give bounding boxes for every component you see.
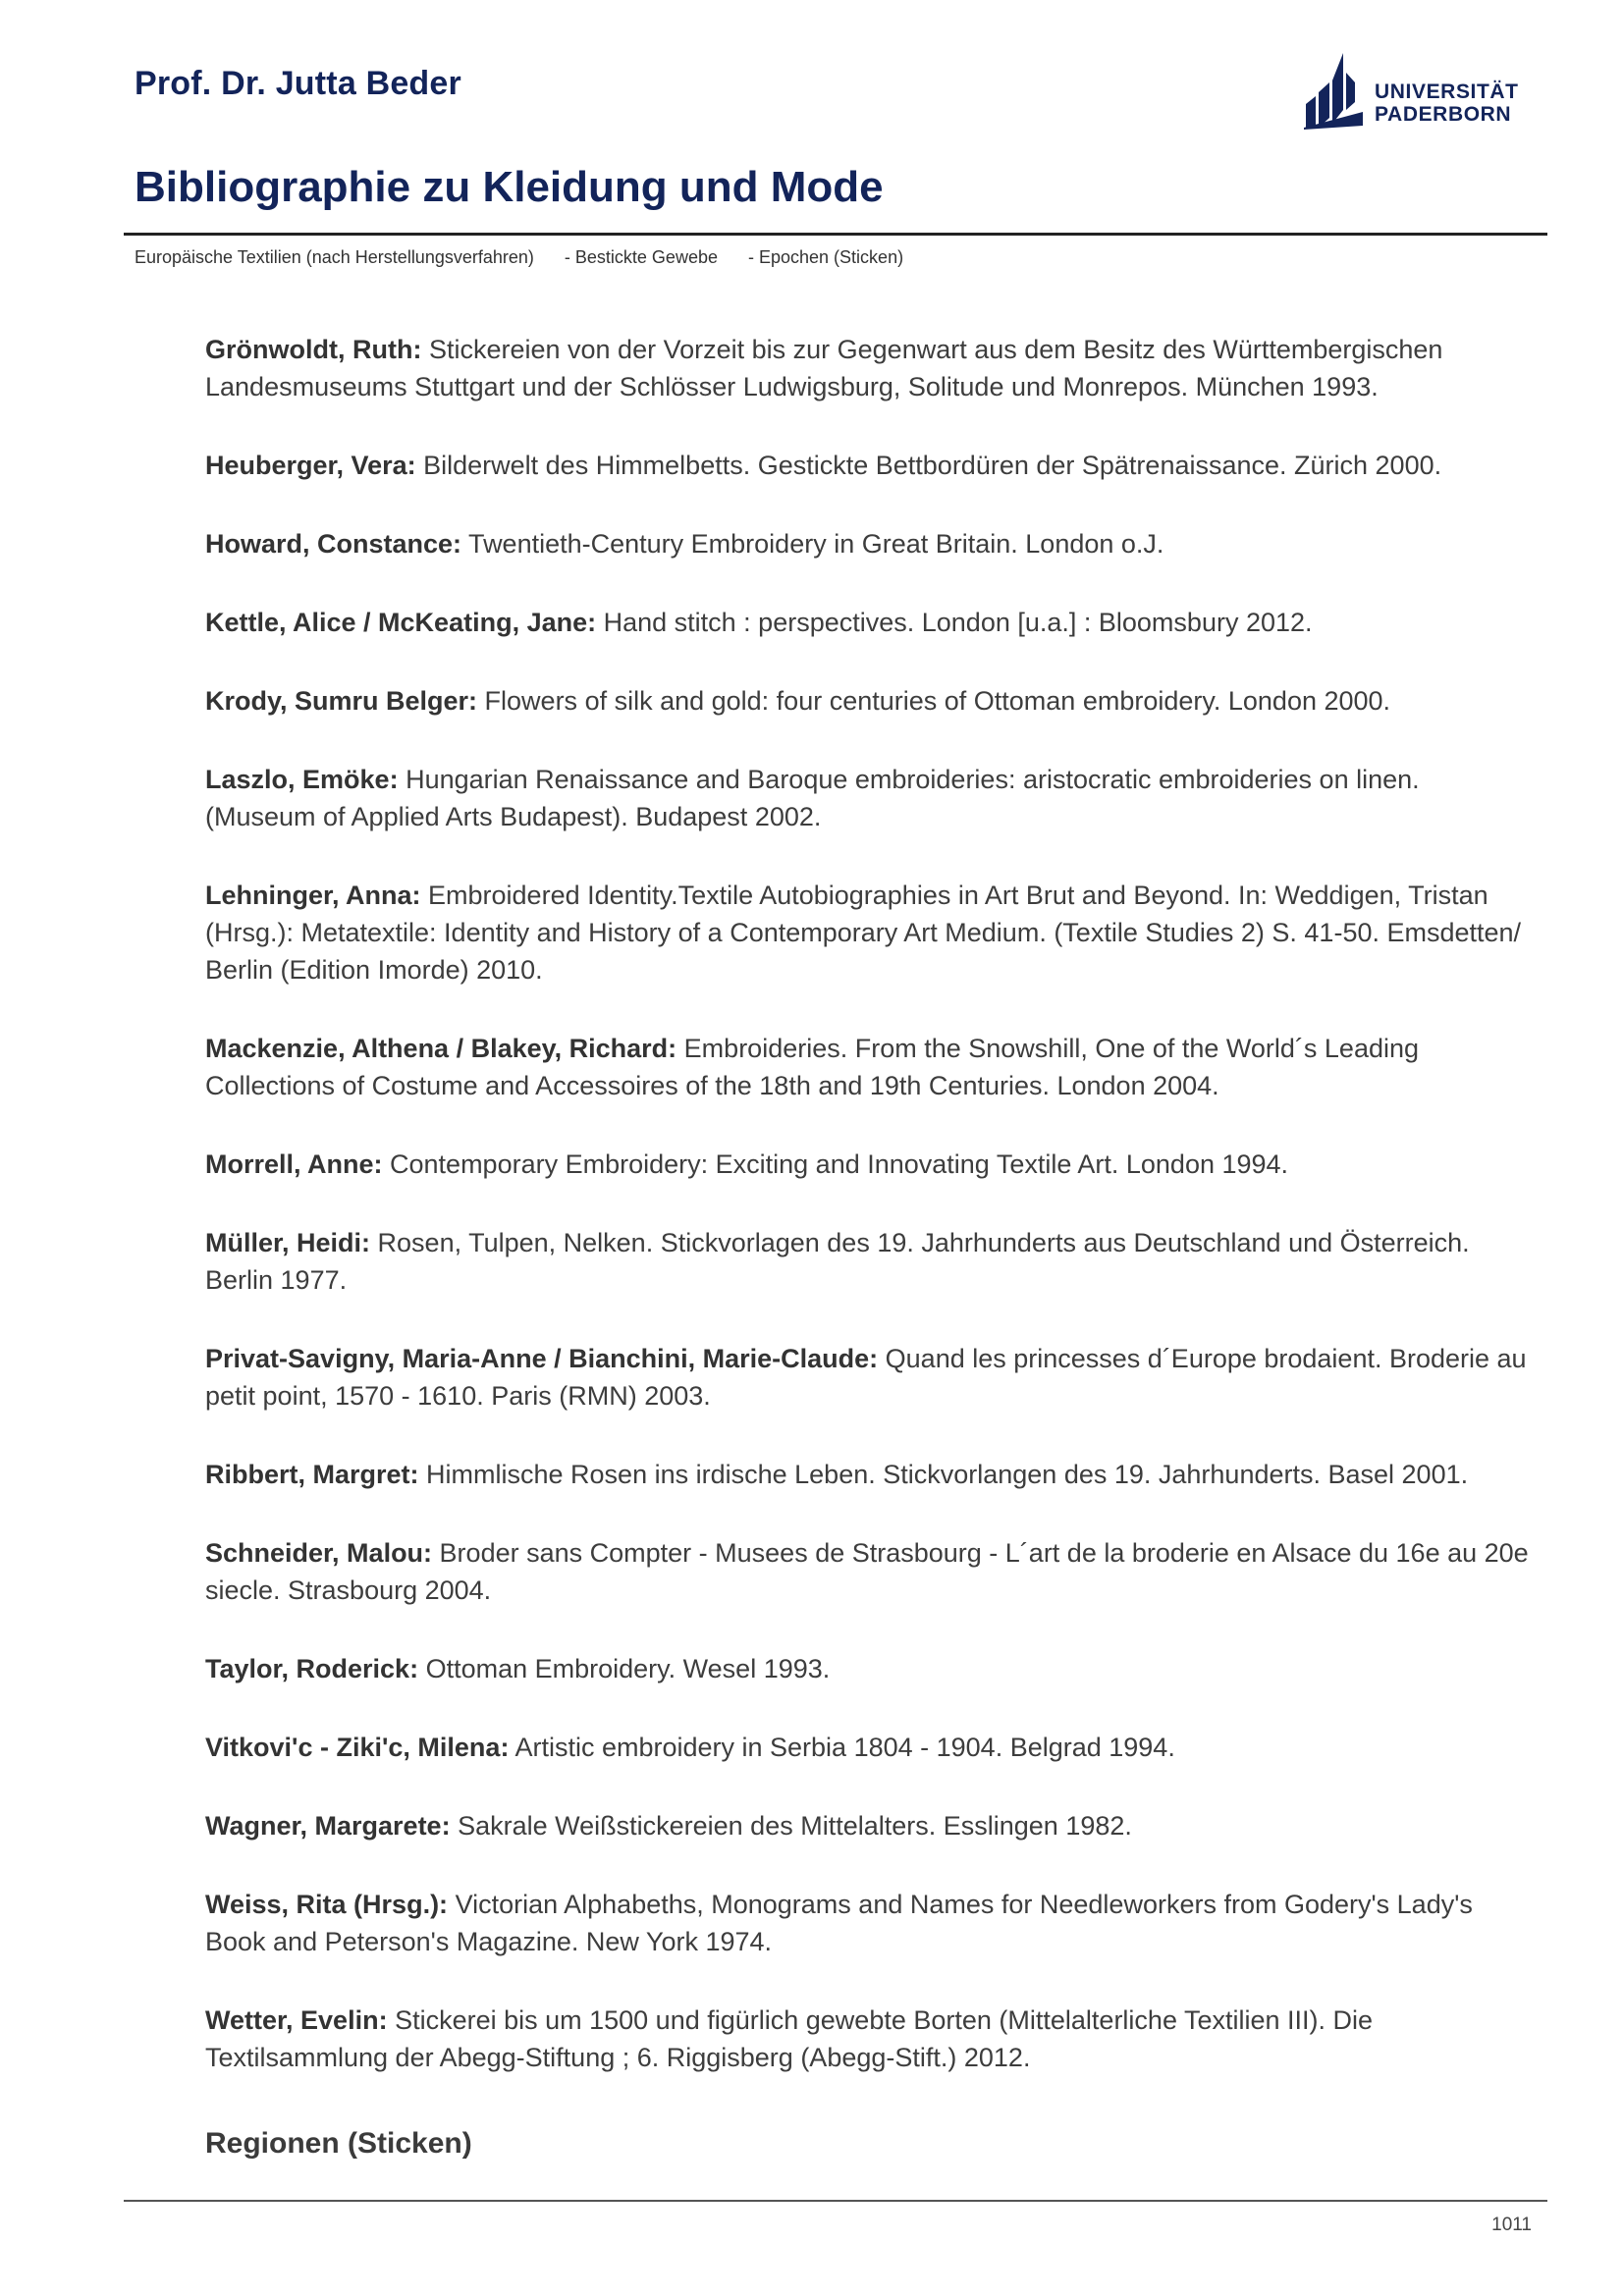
university-logo-icon xyxy=(1302,53,1367,130)
bibliography-entry xyxy=(205,2002,1531,2076)
author-name: Prof. Dr. Jutta Beder xyxy=(135,65,461,102)
entry-author: Kettle, Alice / McKeating, Jane: xyxy=(205,608,597,637)
entry-text: Bilderwelt des Himmelbetts. Gestickte Bettbordüren der Spätrenaissance. Zürich 2000. xyxy=(415,451,1442,480)
bibliography-entry xyxy=(205,1224,1531,1299)
entry-text: Sakrale Weißstickereien des Mittelalters. Esslingen 1982. xyxy=(450,1811,1132,1841)
entry-text: Stickereien von der Vorzeit bis zur Gegenwart aus dem Besitz des Württembergischen Landesmuseums Stuttgart und der Schlösser Ludwigsburg, Solitude und Monrepos. München 1993. xyxy=(205,335,1443,401)
logo-line-2: PADERBORN xyxy=(1375,103,1512,126)
university-logo-text xyxy=(1375,80,1519,126)
entry-text: Victorian Alphabeths, Monograms and Names for Needleworkers from Godery's Lady's Book and Peterson's Magazine. New York 1974. xyxy=(205,1890,1473,1956)
entry-text: Flowers of silk and gold: four centuries of Ottoman embroidery. London 2000. xyxy=(477,686,1391,716)
entry-text: Stickerei bis um 1500 und figürlich gewebte Borten (Mittelalterliche Textilien III). Die Textilsammlung der Abegg-Stiftung ; 6. Riggisberg (Abegg-Stift.) 2012. xyxy=(205,2005,1374,2072)
bibliography-entry xyxy=(205,1650,1531,1687)
breadcrumb-item: Europäische Textilien (nach Herstellungsverfahren) xyxy=(135,247,534,267)
bibliography-entry xyxy=(205,331,1531,405)
entry-author: Taylor, Roderick: xyxy=(205,1654,419,1683)
entry-author: Wagner, Margarete: xyxy=(205,1811,451,1841)
footer-divider xyxy=(124,2200,1547,2202)
entry-author: Krody, Sumru Belger: xyxy=(205,686,478,716)
entry-text: Embroideries. From the Snowshill, One of the World´s Leading Collections of Costume and Accessoires of the 18th and 19th Centuries. London 2004. xyxy=(205,1034,1420,1100)
bibliography-entry xyxy=(205,682,1531,720)
entry-text: Broder sans Compter - Musees de Strasbourg - L´art de la broderie en Alsace du 16e au 20e siecle. Strasbourg 2004. xyxy=(205,1538,1529,1605)
entry-text: Quand les princesses d´Europe brodaient. Broderie au petit point, 1570 - 1610. Paris (RMN) 2003. xyxy=(205,1344,1527,1411)
bibliography-entry xyxy=(205,1886,1531,1960)
entry-author: Wetter, Evelin: xyxy=(205,2005,388,2035)
bibliography-entry xyxy=(205,525,1531,562)
entry-text: Contemporary Embroidery: Exciting and Innovating Textile Art. London 1994. xyxy=(382,1149,1289,1179)
entry-text: Hand stitch : perspectives. London [u.a.] : Bloomsbury 2012. xyxy=(596,608,1313,637)
entry-author: Weiss, Rita (Hrsg.): xyxy=(205,1890,449,1919)
entry-text: Embroidered Identity.Textile Autobiographies in Art Brut and Beyond. In: Weddigen, Tristan (Hrsg.): Metatextile: Identity and History of a Contemporary Art Medium. (Textile Studies 2) S. 41-50. Emsdetten/ Berlin (Edition Imorde) 2010. xyxy=(205,881,1522,985)
entry-text: Rosen, Tulpen, Nelken. Stickvorlagen des 19. Jahrhunderts aus Deutschland und Österreich. Berlin 1977. xyxy=(205,1228,1470,1295)
entry-text: Ottoman Embroidery. Wesel 1993. xyxy=(418,1654,831,1683)
breadcrumb-item: - Epochen (Sticken) xyxy=(748,247,904,267)
section-heading: Regionen (Sticken) xyxy=(205,2127,472,2160)
entry-author: Morrell, Anne: xyxy=(205,1149,383,1179)
entry-text: Twentieth-Century Embroidery in Great Britain. London o.J. xyxy=(461,529,1164,559)
bibliography-entry xyxy=(205,447,1531,484)
bibliography-entry xyxy=(205,1729,1531,1766)
entry-author: Privat-Savigny, Maria-Anne / Bianchini, Marie-Claude: xyxy=(205,1344,879,1373)
bibliography-entry xyxy=(205,1030,1531,1104)
entry-author: Heuberger, Vera: xyxy=(205,451,416,480)
entry-author: Laszlo, Emöke: xyxy=(205,765,399,794)
entry-author: Ribbert, Margret: xyxy=(205,1460,419,1489)
page-number: 1011 xyxy=(1491,2215,1532,2235)
university-logo xyxy=(1302,51,1538,132)
bibliography-entry xyxy=(205,877,1531,988)
bibliography-entry xyxy=(205,1146,1531,1183)
entry-author: Lehninger, Anna: xyxy=(205,881,421,910)
page-title: Bibliographie zu Kleidung und Mode xyxy=(135,163,884,211)
logo-line-1: UNIVERSITÄT xyxy=(1375,80,1519,103)
entry-author: Schneider, Malou: xyxy=(205,1538,433,1568)
bibliography-entry xyxy=(205,1340,1531,1415)
entry-author: Vitkovi'c - Ziki'c, Milena: xyxy=(205,1733,510,1762)
entry-text: Artistic embroidery in Serbia 1804 - 1904. Belgrad 1994. xyxy=(509,1733,1175,1762)
bibliography-list xyxy=(205,331,1531,2117)
entry-author: Grönwoldt, Ruth: xyxy=(205,335,422,364)
entry-text: Himmlische Rosen ins irdische Leben. Stickvorlangen des 19. Jahrhunderts. Basel 2001. xyxy=(418,1460,1469,1489)
bibliography-entry xyxy=(205,761,1531,835)
entry-author: Müller, Heidi: xyxy=(205,1228,371,1257)
entry-text: Hungarian Renaissance and Baroque embroideries: aristocratic embroideries on linen. (Museum of Applied Arts Budapest). Budapest 2002. xyxy=(205,765,1420,831)
bibliography-entry xyxy=(205,1456,1531,1493)
breadcrumb-item: - Bestickte Gewebe xyxy=(564,247,718,267)
breadcrumb xyxy=(135,247,929,268)
bibliography-entry xyxy=(205,604,1531,641)
bibliography-entry xyxy=(205,1534,1531,1609)
bibliography-entry xyxy=(205,1807,1531,1844)
entry-author: Mackenzie, Althena / Blakey, Richard: xyxy=(205,1034,677,1063)
entry-author: Howard, Constance: xyxy=(205,529,462,559)
header-divider xyxy=(124,233,1547,236)
